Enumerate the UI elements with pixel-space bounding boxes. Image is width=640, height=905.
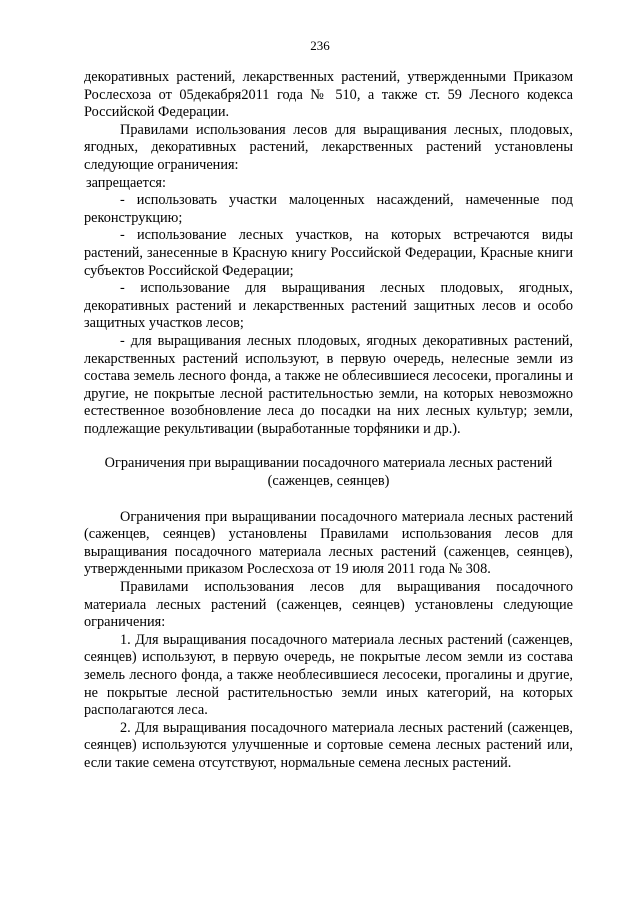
document-body <box>84 69 573 773</box>
section-heading-line-1: Ограничения при выращивании посадочного материала лесных растений <box>104 455 553 472</box>
numbered-item: 1. Для выращивания посадочного материала лесных растений (саженцев, сеянцев) используют, в первую очередь, не покрытые лесом земли из состава земель лесного фонда, а также необлесившиеся лесосеки, прогалины и другие, не покрытые лесной растительностью земли иных категорий, на которых располагаются леса. <box>84 631 573 719</box>
section-heading <box>84 455 573 490</box>
paragraph-prohibited-label: запрещается: <box>86 174 166 191</box>
paragraph-continuation: декоративных растений, лекарственных растений, утвержденными Приказом Рослесхоза от 05декабря2011 года № 510, а также ст. 59 Лесного кодекса Российской Федерации. <box>84 69 573 121</box>
list-item-prohibition: - использовать участки малоценных насаждений, намеченные под реконструкцию; <box>84 192 573 226</box>
list-item-prohibition: - для выращивания лесных плодовых, ягодных декоративных растений, лекарственных растений используют, в первую очередь, нелесные земли из состава земель лесного фонда, а также не облесившиеся лесосеки, прогалины и другие, не покрытые лесной растительностью земли, на которых невозможно естественное возобновление леса до посадки на них лесных культур; земли, подлежащие рекультивации (выработанные торфяники и др.). <box>84 332 573 437</box>
numbered-item: 2. Для выращивания посадочного материала лесных растений (саженцев, сеянцев) используются улучшенные и сортовые семена лесных растений или, если такие семена отсутствуют, нормальные семена лесных растений. <box>84 719 573 771</box>
list-item-prohibition: - использование для выращивания лесных плодовых, ягодных, декоративных растений и лекарственных растений защитных лесов и особо защитных участков лесов; <box>84 280 573 332</box>
page-number: 236 <box>310 38 330 53</box>
paragraph-restrictions-intro: Правилами использования лесов для выращивания лесных, плодовых, ягодных, декоративных растений, лекарственных растений установлены следующие ограничения: <box>84 121 573 173</box>
paragraph-planting-rules-intro: Правилами использования лесов для выращивания посадочного материала лесных растений (саженцев, сеянцев) установлены следующие ограничения: <box>84 579 573 631</box>
list-item-prohibition: - использование лесных участков, на которых встречаются виды растений, занесенные в Красную книгу Российской Федерации, Красные книги субъектов Российской Федерации; <box>84 227 573 279</box>
paragraph-planting-restrictions: Ограничения при выращивании посадочного материала лесных растений (саженцев, сеянцев) установлены Правилами использования лесов для выращивания посадочного материала лесных растений (саженцев, сеянцев), утвержденными приказом Рослесхоза от 19 июля 2011 года № 308. <box>84 508 573 578</box>
section-heading-line-2: (саженцев, сеянцев) <box>267 473 390 490</box>
